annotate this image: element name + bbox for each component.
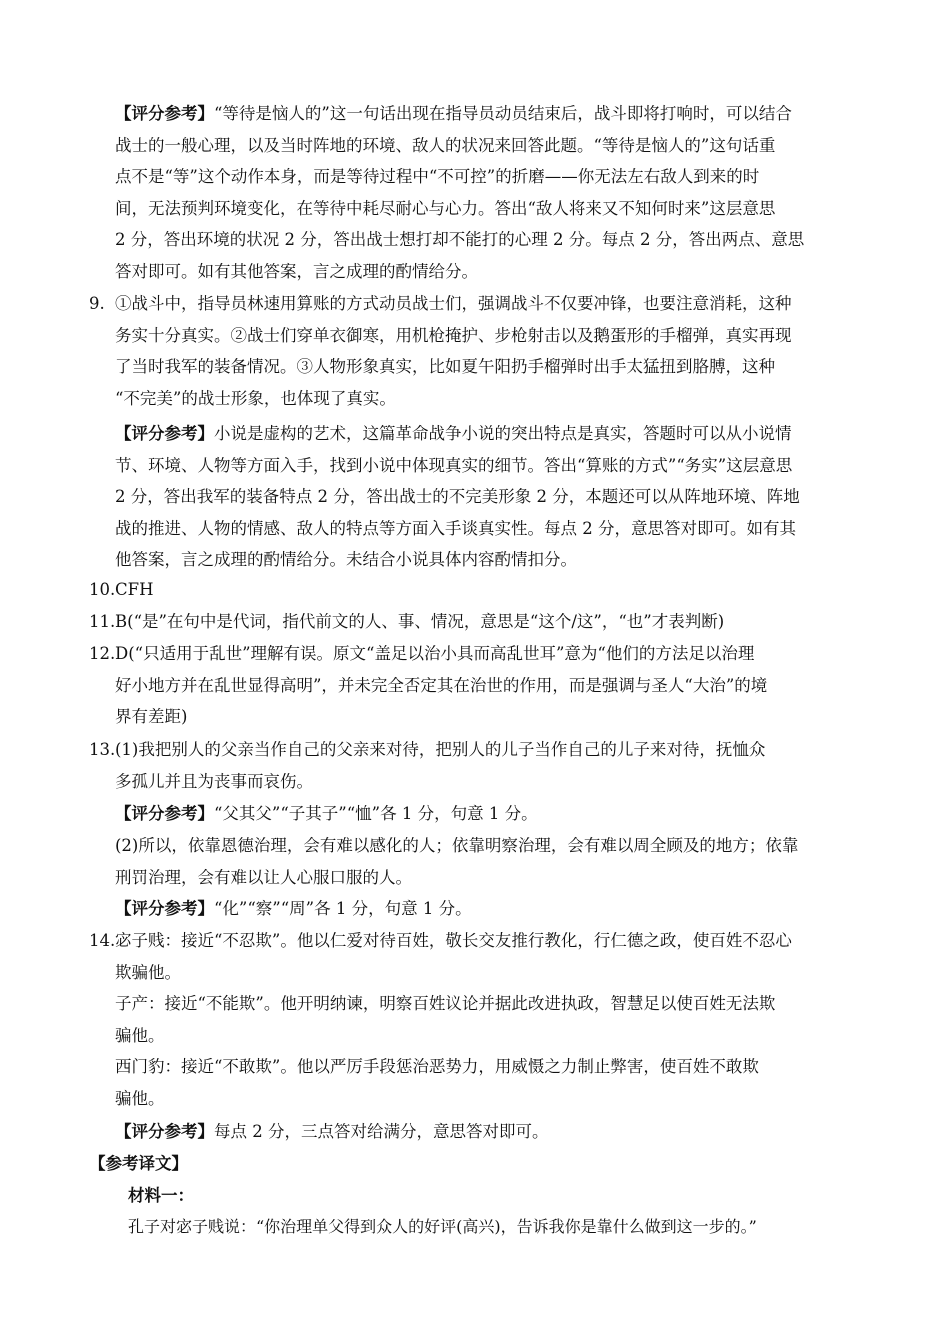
- q9-score-line-1: 【评分参考】小说是虚构的艺术，这篇革命战争小说的突出特点是真实，答题时可以从小说情: [115, 424, 792, 443]
- q14-number: 14.: [89, 931, 116, 950]
- q13-number: 13.: [89, 740, 116, 759]
- q9-line-4: “不完美”的战士形象，也体现了真实。: [115, 388, 396, 408]
- q9-line-3: 了当时我军的装备情况。③人物形象真实，比如夏午阳扔手榴弹时出手太猛扭到胳膊，这种: [115, 357, 775, 377]
- q13-answer-1: (1)我把别人的父亲当作自己的父亲来对待，把别人的儿子当作自己的儿子来对待，抚恤众 多孤儿并且为丧事而哀伤。: [115, 740, 766, 791]
- q9-score-line-5: 他答案，言之成理的酌情给分。未结合小说具体内容酌情扣分。: [115, 550, 577, 570]
- translation-text: 孔子对宓子贱说：“你治理单父得到众人的好评(高兴)，告诉我你是靠什么做到这一步的。”: [128, 1217, 757, 1236]
- q8-score-line-6: 答对即可。如有其他答案，言之成理的酌情给分。: [115, 261, 478, 281]
- score-tag: 【评分参考】: [115, 104, 214, 123]
- q10-number: 10.: [89, 580, 116, 599]
- q9-answer: [115, 288, 860, 414]
- score-tag: 【评分参考】: [115, 899, 214, 918]
- q13-answer-2: (2)所以，依靠恩德治理，会有难以感化的人；依靠明察治理，会有难以周全顾及的地方；依靠 刑罚治理，会有难以让人心服口服的人。: [115, 836, 799, 887]
- q9-number: 9.: [89, 294, 105, 313]
- q8-score-block: [115, 98, 860, 288]
- score-tag: 【评分参考】: [115, 804, 214, 823]
- translation-heading: 【参考译文】: [89, 1154, 188, 1173]
- q14-score: 【评分参考】每点 2 分，三点答对给满分，意思答对即可。: [115, 1122, 549, 1141]
- q11-number: 11.: [89, 612, 116, 631]
- q8-score-line-4: 间，无法预判环境变化，在等待中耗尽耐心与心力。答出“敌人将来又不知何时来”这层意思: [115, 198, 776, 218]
- q12-number: 12.: [89, 644, 116, 663]
- score-tag: 【评分参考】: [115, 1122, 214, 1141]
- q9-score-line-3: 2 分，答出我军的装备特点 2 分，答出战士的不完美形象 2 分，本题还可以从阵地环境、阵地: [115, 487, 800, 507]
- q9-score-line-2: 节、环境、人物等方面入手，找到小说中体现真实的细节。答出“算账的方式”“务实”这层意思: [115, 455, 793, 475]
- q8-score-line-3: 点不是“等”这个动作本身，而是等待过程中“不可控”的折磨——你无法左右敌人到来的时: [115, 167, 760, 187]
- q13-score-1: 【评分参考】“父其父”“子其子”“恤”各 1 分，句意 1 分。: [115, 804, 538, 823]
- q8-score-line-1: 【评分参考】“等待是恼人的”这一句话出现在指导员动员结束后，战斗即将打响时，可以结合: [115, 104, 792, 123]
- q9-line-2: 务实十分真实。②战士们穿单衣御寒，用机枪掩护、步枪射击以及鹅蛋形的手榴弹，真实再现: [115, 325, 792, 345]
- translation-subheading: 材料一：: [128, 1186, 194, 1205]
- q14-answer: 宓子贱：接近“不忍欺”。他以仁爱对待百姓，敬长交友推行教化，行仁德之政，使百姓不忍心 欺骗他。 子产：接近“不能欺”。他开明纳谏，明察百姓议论并据此改进执政，智慧足以使百姓无法欺 骗他。 西门豹：接近“不敢欺”。他以严厉手段惩治恶势力，用威慑之力制止弊害，使百姓不敢欺 骗他。: [115, 931, 792, 1108]
- q9-line-1: ①战斗中，指导员林速用算账的方式动员战士们，强调战斗不仅要冲锋，也要注意消耗，这种: [115, 294, 792, 313]
- q9-score-line-4: 战的推进、人物的情感、敌人的特点等方面入手谈真实性。每点 2 分，意思答对即可。如有其: [115, 518, 796, 538]
- q10-answer: CFH: [115, 580, 154, 599]
- q9-score-block: [115, 418, 860, 576]
- q8-score-line-5: 2 分，答出环境的状况 2 分，答出战士想打却不能打的心理 2 分。每点 2 分，答出两点、意思: [115, 230, 805, 250]
- q13-score-2: 【评分参考】“化”“察”“周”各 1 分，句意 1 分。: [115, 899, 472, 918]
- q12-answer: D(“只适用于乱世”理解有误。原文“盖足以治小具而高乱世耳”意为“他们的方法足以治理 好小地方并在乱世显得高明”，并未完全否定其在治世的作用，而是强调与圣人“大治”的境 界有差距): [115, 644, 768, 727]
- q11-answer: B(“是”在句中是代词，指代前文的人、事、情况，意思是“这个/这”，“也”才表判断): [115, 612, 725, 631]
- q8-score-line-2: 战士的一般心理，以及当时阵地的环境、敌人的状况来回答此题。“等待是恼人的”这句话重: [115, 135, 776, 155]
- score-tag: 【评分参考】: [115, 424, 214, 443]
